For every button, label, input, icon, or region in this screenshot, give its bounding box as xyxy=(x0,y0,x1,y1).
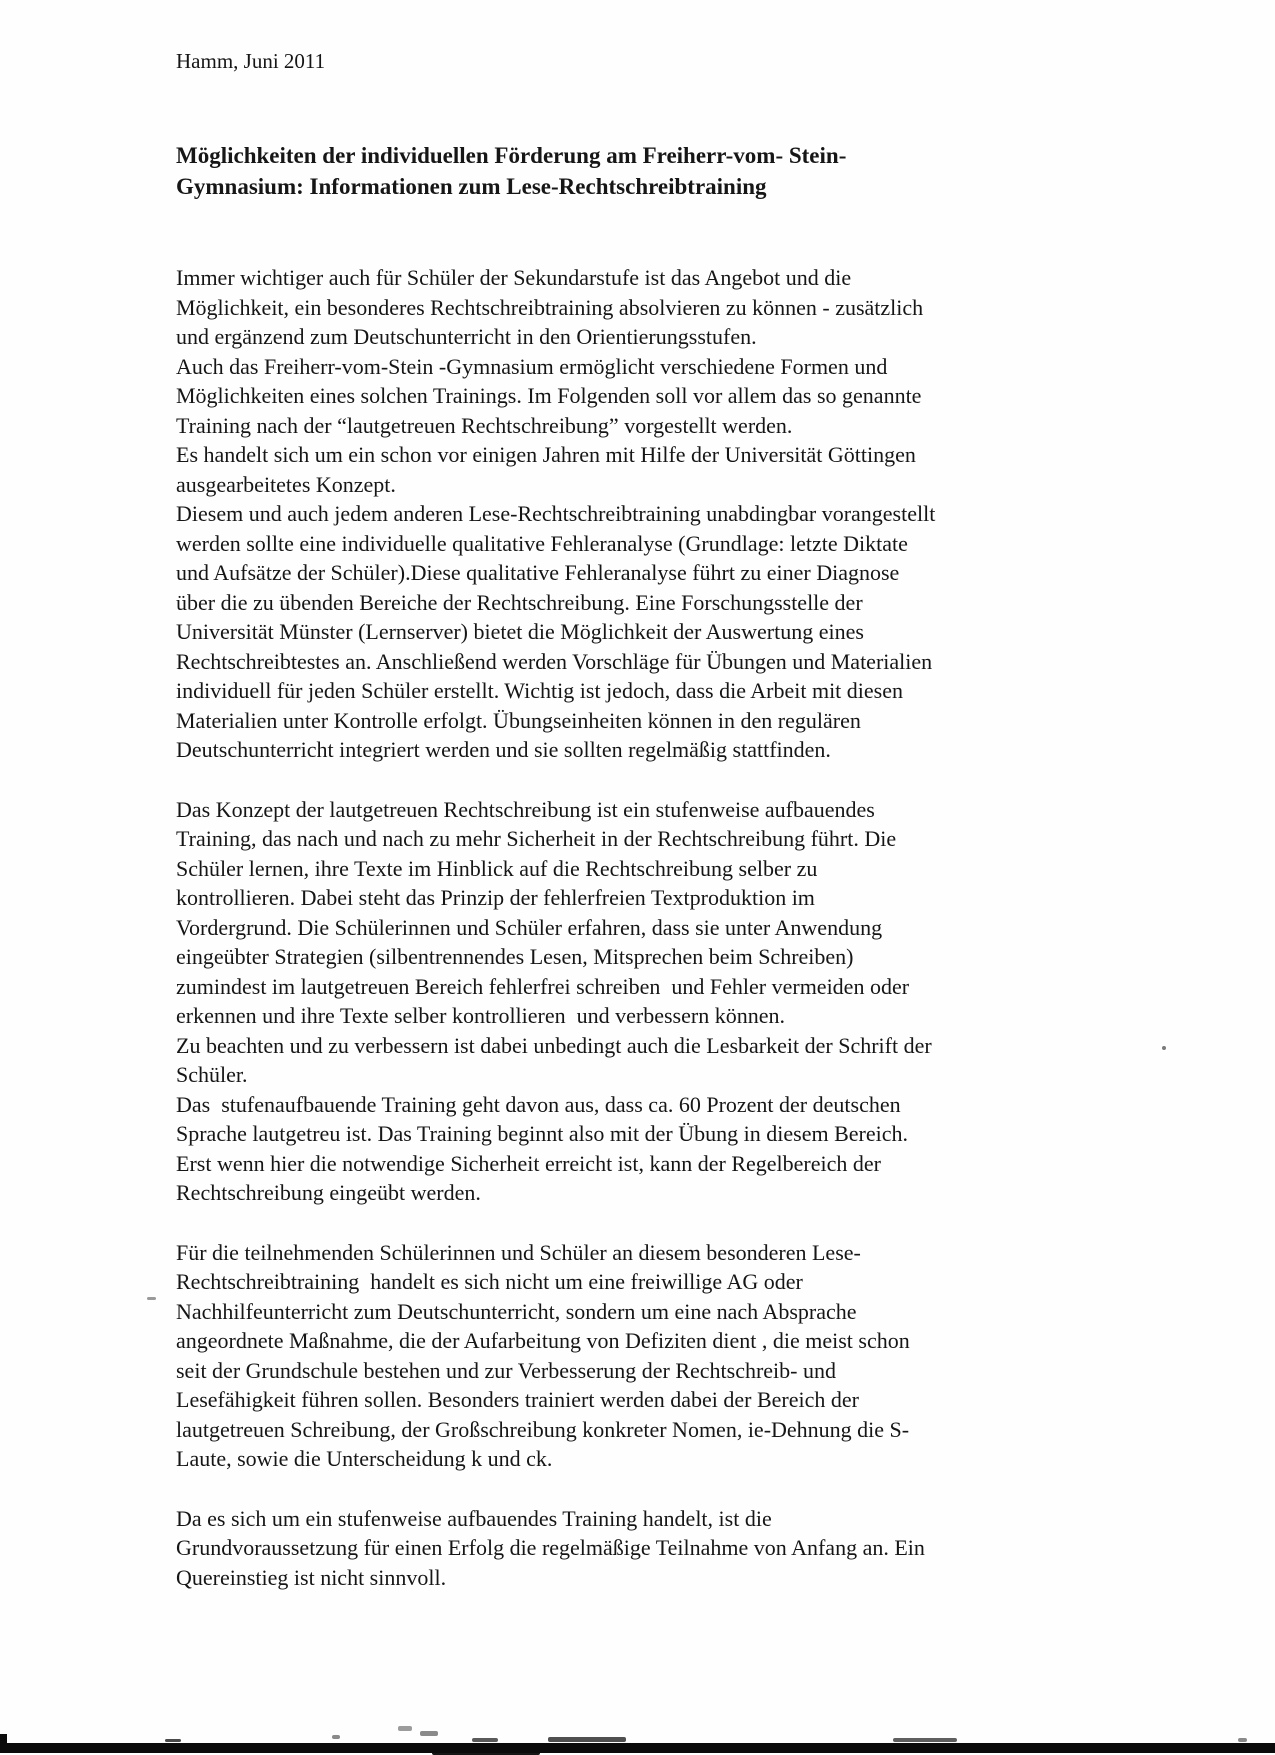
text-line: Es handelt sich um ein schon vor einigen Jahren mit Hilfe der Universität Göttingen xyxy=(176,442,916,467)
text-line: individuell für jeden Schüler erstellt. Wichtig ist jedoch, dass die Arbeit mit diesen xyxy=(176,678,903,703)
text-line: Zu beachten und zu verbessern ist dabei unbedingt auch die Lesbarkeit der Schrift der xyxy=(176,1032,932,1058)
text-line: zumindest im lautgetreuen Bereich fehlerfrei schreiben und Fehler vermeiden oder xyxy=(176,973,910,999)
scan-artifact-smudge xyxy=(472,1738,498,1742)
text-line: ausgearbeitetes Konzept. xyxy=(176,471,396,497)
paragraph xyxy=(176,1238,1186,1474)
document-title-line-2: Gymnasium: Informationen zum Lese-Rechtschreibtraining xyxy=(176,174,767,199)
scan-artifact-smudge xyxy=(165,1739,181,1742)
text-line: werden sollte eine individuelle qualitative Fehleranalyse (Grundlage: letzte Diktate xyxy=(176,530,908,556)
text-line: lautgetreuen Schreibung, der Großschreibung konkreter Nomen, ie-Dehnung die S- xyxy=(176,1416,910,1442)
text-line: kontrollieren. Dabei steht das Prinzip der fehlerfreien Textproduktion im xyxy=(176,885,815,910)
paragraph xyxy=(176,263,1186,765)
scan-artifact-smudge xyxy=(332,1735,340,1739)
text-line: angeordnete Maßnahme, die der Aufarbeitung von Defiziten dient , die meist schon xyxy=(176,1328,910,1353)
text-line: Rechtschreibtraining handelt es sich nicht um eine freiwillige AG oder xyxy=(176,1269,803,1294)
text-line: und ergänzend zum Deutschunterricht in den Orientierungsstufen. xyxy=(176,324,757,349)
text-line: Schüler. xyxy=(176,1062,248,1087)
scan-artifact-bottom-bar xyxy=(0,1743,1275,1753)
text-line: Deutschunterricht integriert werden und sie sollten regelmäßig stattfinden. xyxy=(176,737,831,762)
text-line: Nachhilfeunterricht zum Deutschunterricht, sondern um eine nach Absprache xyxy=(176,1298,857,1324)
page-content xyxy=(176,47,1186,1592)
text-line: über die zu übenden Bereiche der Rechtschreibung. Eine Forschungsstelle der xyxy=(176,589,863,615)
paragraph xyxy=(176,795,1186,1208)
document-title xyxy=(176,140,1186,202)
scan-artifact-stray-dot xyxy=(1162,1046,1166,1050)
scan-artifact-smudge xyxy=(893,1738,957,1742)
text-line: Rechtschreibtestes an. Anschließend werden Vorschläge für Übungen und Materialien xyxy=(176,648,933,674)
text-line: Materialien unter Kontrolle erfolgt. Übungseinheiten können in den regulären xyxy=(176,707,861,733)
text-line: Diesem und auch jedem anderen Lese-Rechtschreibtraining unabdingbar vorangestellt xyxy=(176,501,936,526)
text-line: Das stufenaufbauende Training geht davon aus, dass ca. 60 Prozent der deutschen xyxy=(176,1091,901,1117)
scan-artifact-smudge xyxy=(398,1726,412,1731)
paragraph xyxy=(176,1504,1186,1593)
text-line: Vordergrund. Die Schülerinnen und Schüler erfahren, dass sie unter Anwendung xyxy=(176,914,883,940)
text-line: Lesefähigkeit führen sollen. Besonders trainiert werden dabei der Bereich der xyxy=(176,1387,859,1412)
text-line: Schüler lernen, ihre Texte im Hinblick auf die Rechtschreibung selber zu xyxy=(176,855,818,881)
text-line: Rechtschreibung eingeübt werden. xyxy=(176,1180,481,1205)
document-body xyxy=(176,263,1186,1592)
text-line: Möglichkeit, ein besonderes Rechtschreibtraining absolvieren zu können - zusätzlich xyxy=(176,294,924,320)
text-line: Das Konzept der lautgetreuen Rechtschreibung ist ein stufenweise aufbauendes xyxy=(176,796,875,822)
text-line: Für die teilnehmenden Schülerinnen und Schüler an diesem besonderen Lese- xyxy=(176,1239,861,1265)
text-line: Training, das nach und nach zu mehr Sicherheit in der Rechtschreibung führt. Die xyxy=(176,826,897,851)
scan-artifact-smudge xyxy=(420,1731,438,1736)
text-line: Quereinstieg ist nicht sinnvoll. xyxy=(176,1564,447,1590)
text-line: und Aufsätze der Schüler).Diese qualitative Fehleranalyse führt zu einer Diagnose xyxy=(176,560,900,585)
text-line: Auch das Freiherr-vom-Stein -Gymnasium ermöglicht verschiedene Formen und xyxy=(176,353,888,379)
scan-artifact-margin-dash xyxy=(147,1297,156,1300)
text-line: eingeübter Strategien (silbentrennendes Lesen, Mitsprechen beim Schreiben) xyxy=(176,944,854,969)
text-line: Universität Münster (Lernserver) bietet die Möglichkeit der Auswertung eines xyxy=(176,619,864,644)
text-line: Training nach der “lautgetreuen Rechtschreibung” vorgestellt werden. xyxy=(176,412,793,438)
scan-artifact-smudge xyxy=(548,1737,626,1742)
text-line: Erst wenn hier die notwendige Sicherheit erreicht ist, kann der Regelbereich der xyxy=(176,1150,881,1176)
text-line: Da es sich um ein stufenweise aufbauendes Training handelt, ist die xyxy=(176,1505,772,1531)
date-line: Hamm, Juni 2011 xyxy=(176,49,326,73)
text-line: Möglichkeiten eines solchen Trainings. Im Folgenden soll vor allem das so genannte xyxy=(176,383,922,408)
text-line: Sprache lautgetreu ist. Das Training beginnt also mit der Übung in diesem Bereich. xyxy=(176,1121,908,1146)
document-title-line-1: Möglichkeiten der individuellen Förderung am Freiherr-vom- Stein- xyxy=(176,143,847,168)
text-line: Laute, sowie die Unterscheidung k und ck. xyxy=(176,1446,553,1471)
scan-artifact-smudge xyxy=(1238,1738,1247,1742)
text-line: erkennen und ihre Texte selber kontrollieren und verbessern können. xyxy=(176,1003,785,1028)
text-line: Immer wichtiger auch für Schüler der Sekundarstufe ist das Angebot und die xyxy=(176,265,852,290)
text-line: Grundvoraussetzung für einen Erfolg die regelmäßige Teilnahme von Anfang an. Ein xyxy=(176,1535,925,1560)
text-line: seit der Grundschule bestehen und zur Verbesserung der Rechtschreib- und xyxy=(176,1357,836,1383)
